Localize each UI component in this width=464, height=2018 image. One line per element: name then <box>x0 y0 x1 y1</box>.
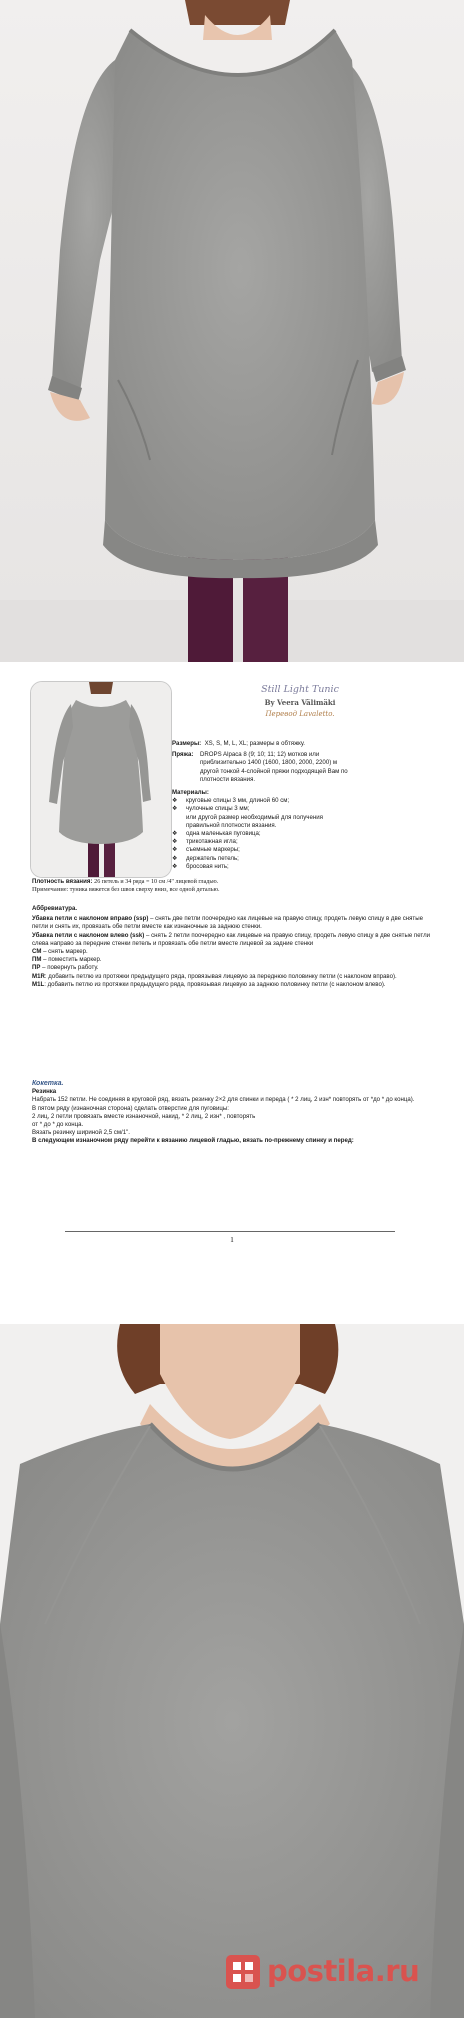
list-item <box>172 846 442 854</box>
pattern-page <box>0 662 464 1324</box>
list-item <box>172 838 442 846</box>
materials-list <box>172 797 442 871</box>
abbr-term: СМ <box>32 948 42 956</box>
note-value: : туника вяжется без швов сверху вниз, все одной деталью. <box>66 887 220 894</box>
material-text: одна маленькая пуговица; <box>186 830 261 838</box>
bullet-spacer <box>172 822 186 830</box>
pattern-header <box>175 684 425 718</box>
sizes-row <box>172 740 442 748</box>
diamond-bullet-icon: ❖ <box>172 839 178 846</box>
list-item <box>172 855 442 863</box>
yoke-bold-line: В следующем изнаночном ряду перейти к вязанию лицевой гладью, вязать по-прежнему спинку и перед: <box>32 1137 354 1145</box>
yoke-heading: Кокетка. <box>32 1080 64 1087</box>
top-photo <box>0 0 464 662</box>
abbr-term: M1L <box>32 980 45 988</box>
postila-logo-icon <box>225 1954 261 1990</box>
yarn-line: другой тонкой 4-слойной пряжи подходящей Вам по <box>200 767 348 775</box>
diamond-bullet-icon: ❖ <box>172 806 178 813</box>
postila-watermark <box>225 1948 450 2000</box>
specs-block <box>172 740 442 784</box>
abbreviation-item <box>32 964 437 972</box>
abbr-text: – снять две петли поочередно как лицевые на правую спицу, продеть левую спицу в две снятые петли и снять их, провязать обе петли вместе как изнаночные за заднюю стенки. <box>32 915 423 931</box>
abbreviation-item <box>32 956 437 964</box>
abbreviations-heading: Аббревиатура. <box>32 905 78 912</box>
yoke-line: 2 лиц, 2 петли провязать вместе изнаночной, накид, * 2 лиц, 2 изн* , повторять <box>32 1112 256 1120</box>
material-text: трикотажная игла; <box>186 838 238 846</box>
abbreviation-item <box>32 932 437 948</box>
yarn-lines <box>200 751 348 784</box>
material-text: правильной плотности вязания. <box>186 821 277 829</box>
abbr-text: – снять 2 петли поочередно как лицевые на правую спицу, продеть левую спицу в две снятые петли слева направо за передние стенки петель и провязать обе петли вместе лицевой за задние стенки <box>32 931 431 947</box>
density-row <box>32 878 442 886</box>
density-label: Плотность вязания: <box>32 878 93 885</box>
sizes-value: XS, S, M, L, XL; размеры в обтяжку. <box>204 740 306 747</box>
yarn-label: Пряжа: <box>172 751 194 759</box>
diamond-bullet-icon: ❖ <box>172 798 178 805</box>
abbreviations-block <box>32 905 437 989</box>
yoke-line: Набрать 152 петли. Не соединяя в круговой ряд, вязать резинку 2×2 для спинки и переда ( * 2 лиц, 2 изн* повторять от *до * до конца). <box>32 1096 415 1104</box>
material-text: круговые спицы 3 мм, длиной 60 см; <box>186 797 290 805</box>
pattern-translation: Перевод Lavaletto. <box>265 710 335 718</box>
abbr-term: Убавка петли с наклоном вправо (ssp) <box>32 915 149 923</box>
yarn-row <box>172 751 442 784</box>
abbreviation-item <box>32 981 437 989</box>
bullet-spacer <box>172 814 186 822</box>
yoke-line: Вязать резинку шириной 2,5 см/1". <box>32 1129 130 1137</box>
material-text: съемные маркеры; <box>186 846 240 854</box>
list-item <box>172 822 442 830</box>
diamond-bullet-icon: ❖ <box>172 863 178 870</box>
abbreviation-item <box>32 948 437 956</box>
thumbnail-photo <box>30 681 172 878</box>
list-item <box>172 814 442 822</box>
yoke-block <box>32 1080 437 1146</box>
sizes-label: Размеры: <box>172 740 202 747</box>
list-item <box>172 797 442 805</box>
yarn-line: плотности вязания. <box>200 775 256 783</box>
yarn-line: DROPS Alpaca 8 (9; 10; 11; 12) мотков или <box>200 751 320 759</box>
diamond-bullet-icon: ❖ <box>172 831 178 838</box>
yoke-line: В пятом ряду (изнаночная сторона) сделать отверстие для пуговицы: <box>32 1104 229 1112</box>
pattern-author: By Veera Välimäki <box>264 698 336 707</box>
list-item <box>172 830 442 838</box>
material-text: или другой размер необходимый для получения <box>186 813 323 821</box>
materials-block <box>172 789 442 871</box>
watermark-text: postila.ru <box>267 1954 420 1988</box>
yoke-line: от * до * до конца. <box>32 1121 84 1129</box>
material-text: держатель петель; <box>186 854 239 862</box>
material-text: чулочные спицы 3 мм; <box>186 805 250 813</box>
abbr-text: : добавить петлю из протяжки предыдущего ряда, провязывая лицевую за заднюю половинку петли (с наклоном влево). <box>44 980 386 988</box>
material-text: бросовая нить; <box>186 862 229 870</box>
footer-divider <box>65 1231 395 1232</box>
abbr-text: – повернуть работу. <box>40 964 99 972</box>
abbreviation-item <box>32 915 437 931</box>
abbr-text: – снять маркер. <box>41 948 88 956</box>
note-row <box>32 886 442 894</box>
diamond-bullet-icon: ❖ <box>172 855 178 862</box>
abbreviation-item <box>32 973 437 981</box>
density-value: 26 петель и 34 ряда = 10 см /4" лицевой гладью. <box>94 879 219 885</box>
yoke-subheading: Резинка <box>32 1088 57 1096</box>
pattern-title: Still Light Tunic <box>261 684 339 695</box>
materials-label: Материалы: <box>172 789 209 796</box>
abbr-term: M1R <box>32 972 45 980</box>
yarn-line: приблизительно 1400 (1600, 1800, 2000, 2200) м <box>200 759 338 767</box>
abbr-text: – поместить маркер. <box>41 956 102 964</box>
bottom-photo <box>0 1324 464 2018</box>
page-number: 1 <box>230 1236 234 1244</box>
abbr-term: Убавка петли с наклоном влево (ssk) <box>32 931 145 939</box>
abbr-text: : добавить петлю из протяжки предыдущего ряда, провязывая лицевую за переднюю половинку петли (с наклоном вправо). <box>44 972 397 980</box>
note-label: Примечание <box>32 887 67 894</box>
list-item <box>172 863 442 871</box>
diamond-bullet-icon: ❖ <box>172 847 178 854</box>
abbr-term: ПМ <box>32 956 42 964</box>
density-block <box>32 878 442 894</box>
list-item <box>172 805 442 813</box>
abbr-term: ПР <box>32 964 41 972</box>
